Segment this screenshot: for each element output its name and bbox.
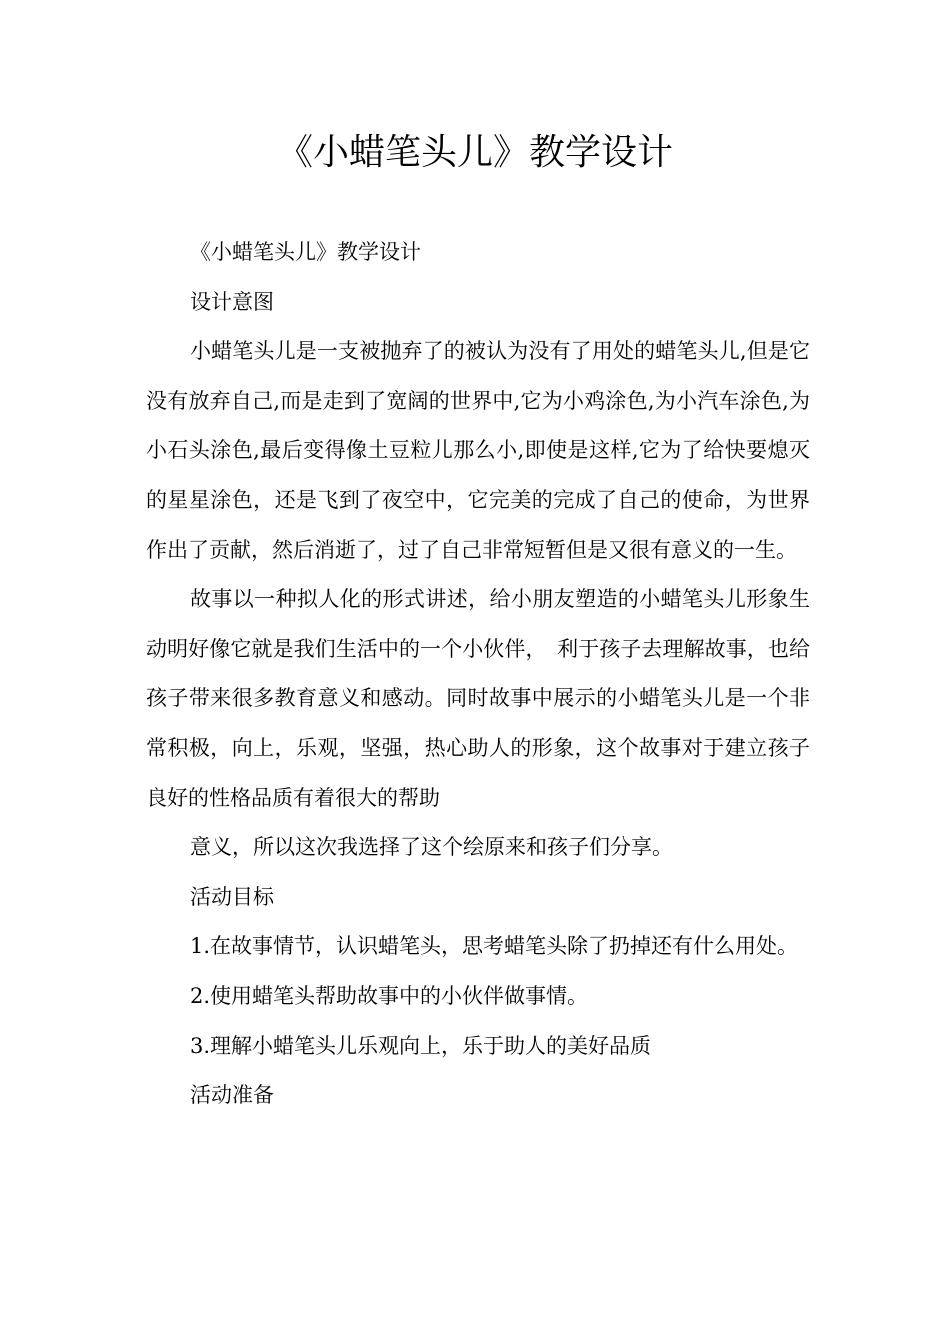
section-heading-activity-preparation: 活动准备 xyxy=(190,1083,274,1108)
paragraph-subtitle: 《小蜡笔头儿》教学设计 xyxy=(190,240,421,264)
document-title: 《小蜡笔头儿》教学设计 xyxy=(276,132,673,173)
section-heading-design-intent: 设计意图 xyxy=(190,289,274,314)
goal-item-3: 3.理解小蜡笔头儿乐观向上，乐于助人的美好品质 xyxy=(190,1033,652,1058)
document-body xyxy=(146,228,810,1121)
goal-item-2: 2.使用蜡笔头帮助故事中的小伙伴做事情。 xyxy=(190,983,589,1008)
paragraph-design-intent: 小蜡笔头儿是一支被抛弃了的被认为没有了用处的蜡笔头儿,但是它没有放弃自己,而是走到了宽阔的世界中,它为小鸡涂色,为小汽车涂色,为小石头涂色,最后变得像土豆粒儿那么小,即使是这样,它为了给快要熄灭的星星涂色，还是飞到了夜空中，它完美的完成了自己的使命，为世界作出了贡献，然后消逝了，过了自己非常短暂但是又很有意义的一生。 xyxy=(146,339,810,562)
goal-item-1: 1.在故事情节，认识蜡笔头，思考蜡笔头除了扔掉还有什么用处。 xyxy=(190,934,799,959)
section-heading-activity-goals: 活动目标 xyxy=(190,884,274,909)
paragraph-story-description: 故事以一种拟人化的形式讲述，给小朋友塑造的小蜡笔头儿形象生动明好像它就是我们生活中的一个小伙伴， 利于孩子去理解故事，也给孩子带来很多教育意义和感动。同时故事中展示的小蜡笔头儿是一个非常积极，向上，乐观，坚强，热心助人的形象，这个故事对于建立孩子良好的性格品质有着很大的帮助 xyxy=(146,587,810,810)
paragraph-significance: 意义，所以这次我选择了这个绘原来和孩子们分享。 xyxy=(190,835,673,860)
